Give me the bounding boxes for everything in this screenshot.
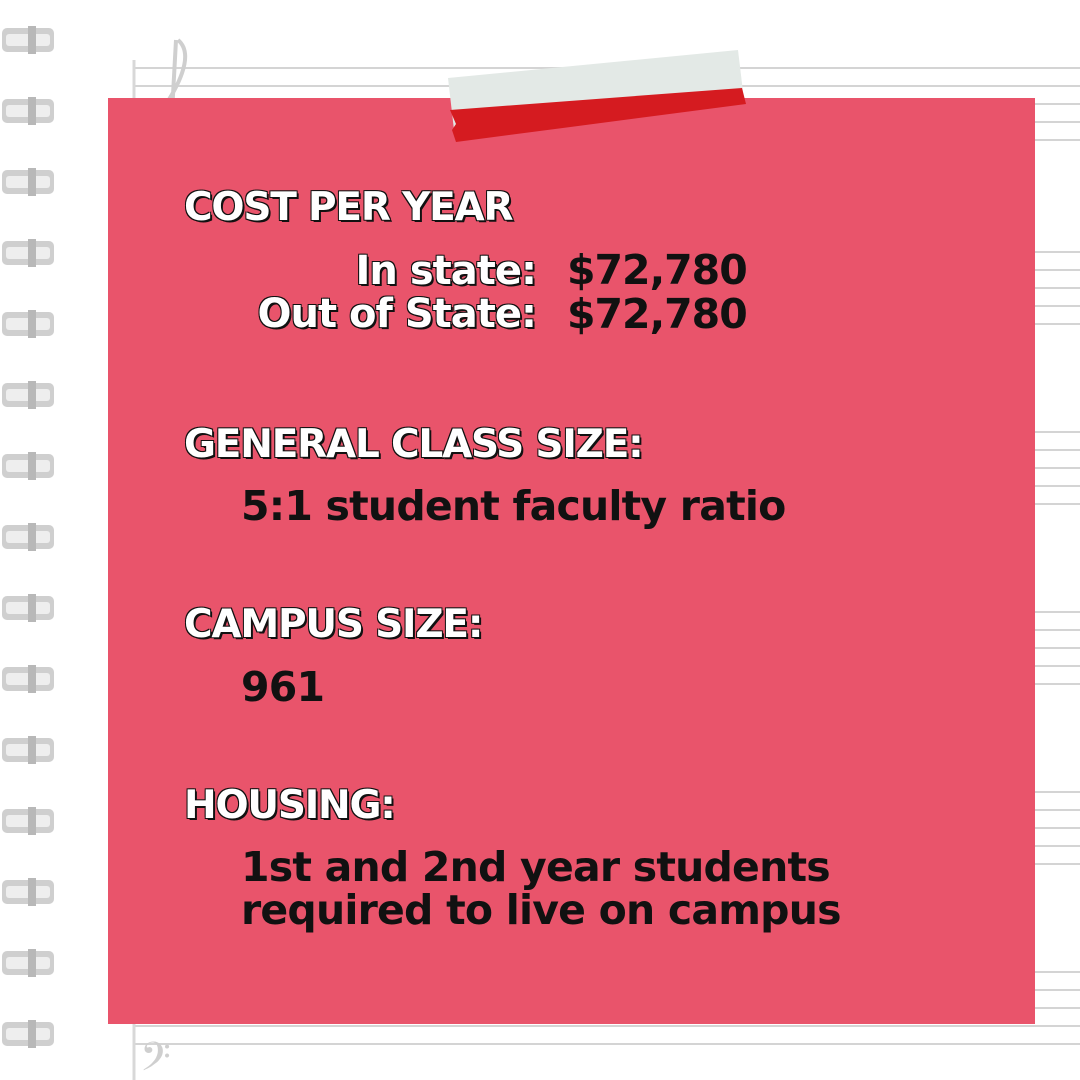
cost-heading: COST PER YEAR (184, 185, 513, 230)
out-of-state-value: $72,780 (567, 290, 747, 338)
spiral-ring (2, 381, 54, 409)
spiral-ring (2, 736, 54, 764)
out-of-state-label: Out of State: (257, 291, 536, 337)
housing-heading: HOUSING: (184, 783, 395, 828)
spiral-ring (2, 878, 54, 906)
spiral-ring (2, 239, 54, 267)
bass-clef-icon: 𝄢 (140, 1034, 171, 1080)
housing-line-1: 1st and 2nd year students (241, 843, 830, 891)
class-size-value: 5:1 student faculty ratio (241, 482, 786, 530)
tape-strip (448, 50, 748, 142)
housing-line-2: required to live on campus (241, 886, 841, 934)
campus-size-value: 961 (241, 663, 325, 711)
spiral-ring (2, 26, 54, 54)
in-state-value: $72,780 (567, 246, 747, 294)
spiral-ring (2, 452, 54, 480)
spiral-ring (2, 665, 54, 693)
spiral-ring (2, 949, 54, 977)
spiral-ring (2, 523, 54, 551)
spiral-ring (2, 310, 54, 338)
spiral-ring (2, 168, 54, 196)
class-size-heading: GENERAL CLASS SIZE: (184, 422, 643, 467)
in-state-label: In state: (355, 248, 536, 294)
spiral-binding (2, 26, 54, 1048)
spiral-ring (2, 1020, 54, 1048)
campus-size-heading: CAMPUS SIZE: (184, 602, 483, 647)
spiral-ring (2, 594, 54, 622)
spiral-ring (2, 97, 54, 125)
spiral-ring (2, 807, 54, 835)
